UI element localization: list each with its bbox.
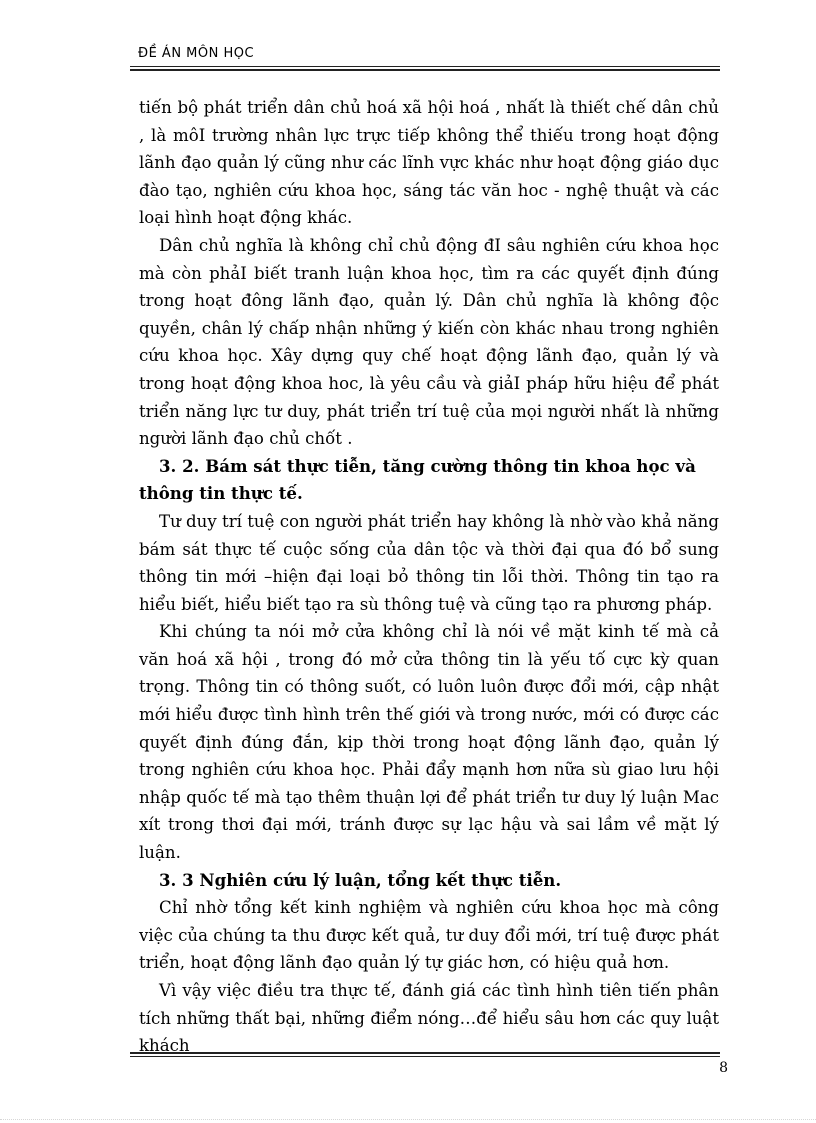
header-double-rule — [130, 66, 720, 71]
paragraph-continuation: tiến bộ phát triển dân chủ hoá xã hội hoá , nhất là thiết chế dân chủ , là môI trường nhân lực trực tiếp không thể thiếu trong hoạt động lãnh đạo quản lý cũng như các lĩnh vực khác như hoạt động giáo dục đào tạo, nghiên cứu khoa học, sáng tác văn hoc - nghệ thuật và các loại hình hoạt động khác. — [139, 98, 719, 228]
section-heading-3-3: 3. 3 Nghiên cứu lý luận, tổng kết thực tiễn. — [159, 869, 562, 890]
section-heading-3-2: 3. 2. Bám sát thực tiễn, tăng cường thông tin khoa học và thông tin thực tế. — [139, 455, 696, 504]
footer-double-rule — [130, 1052, 720, 1057]
page-bottom-edge — [0, 1119, 816, 1120]
page-footer — [130, 1052, 728, 1076]
page-header — [130, 46, 720, 71]
paragraph-experience: Chỉ nhờ tổng kết kinh nghiệm và nghiên cứu khoa học mà công việc của chúng ta thu được kết quả, tư duy đổi mới, trí tuệ được phát triển, hoạt động lãnh đạo quản lý tự giác hơn, có hiệu quả hơn. — [139, 898, 719, 973]
paragraph-investigation: Vì vậy việc điều tra thực tế, đánh giá các tình hình tiên tiến phân tích những thất bại, những điểm nóng…để hiểu sâu hơn các quy luật khách — [139, 981, 719, 1056]
paragraph-democracy: Dân chủ nghĩa là không chỉ chủ động đI sâu nghiên cứu khoa học mà còn phảI biết tranh luận khoa học, tìm ra các quyết định đúng trong hoạt đông lãnh đạo, quản lý. Dân chủ nghĩa là không độc quyền, chân lý chấp nhận những ý kiến còn khác nhau trong nghiên cứu khoa học. Xây dựng quy chế hoạt động lãnh đạo, quản lý và trong hoạt động khoa hoc, là yêu cầu và giảI pháp hữu hiệu để phát triển năng lực tư duy, phát triển trí tuệ của mọi người nhất là những người lãnh đạo chủ chốt . — [139, 235, 719, 449]
footer-rule-thick — [130, 1052, 720, 1054]
document-body — [139, 94, 719, 1060]
header-rule-thin — [130, 66, 720, 67]
paragraph-thinking: Tư duy trí tuệ con người phát triển hay không là nhờ vào khả năng bám sát thực tế cuộc sống của dân tộc và thời đại qua đó bổ sung thông tin mới –hiện đại loại bỏ thông tin lỗi thời. Thông tin tạo ra hiểu biết, hiểu biết tạo ra sù thông tuệ và cũng tạo ra phương pháp. — [139, 511, 719, 614]
header-title: ĐỀ ÁN MÔN HỌC — [138, 46, 255, 61]
paragraph-open-door: Khi chúng ta nói mở cửa không chỉ là nói về mặt kinh tế mà cả văn hoá xã hội , trong đó mở cửa thông tin là yếu tố cực kỳ quan trọng. Thông tin có thông suốt, có luôn luôn được đổi mới, cập nhật mới hiểu được tình hình trên thế giới và trong nước, mới có được các quyết định đúng đắn, kịp thời trong hoạt động lãnh đạo, quản lý trong nghiên cứu khoa học. Phải đẩy mạnh hơn nữa sù giao lưu hội nhập quốc tế mà tạo thêm thuận lợi để phát triển tư duy lý luận Mac xít trong thơi đại mới, tránh được sự lạc hậu và sai lầm về mặt lý luận. — [139, 622, 719, 863]
page-number: 8 — [719, 1060, 728, 1076]
header-rule-thick — [130, 69, 720, 71]
footer-rule-thin — [130, 1056, 720, 1057]
